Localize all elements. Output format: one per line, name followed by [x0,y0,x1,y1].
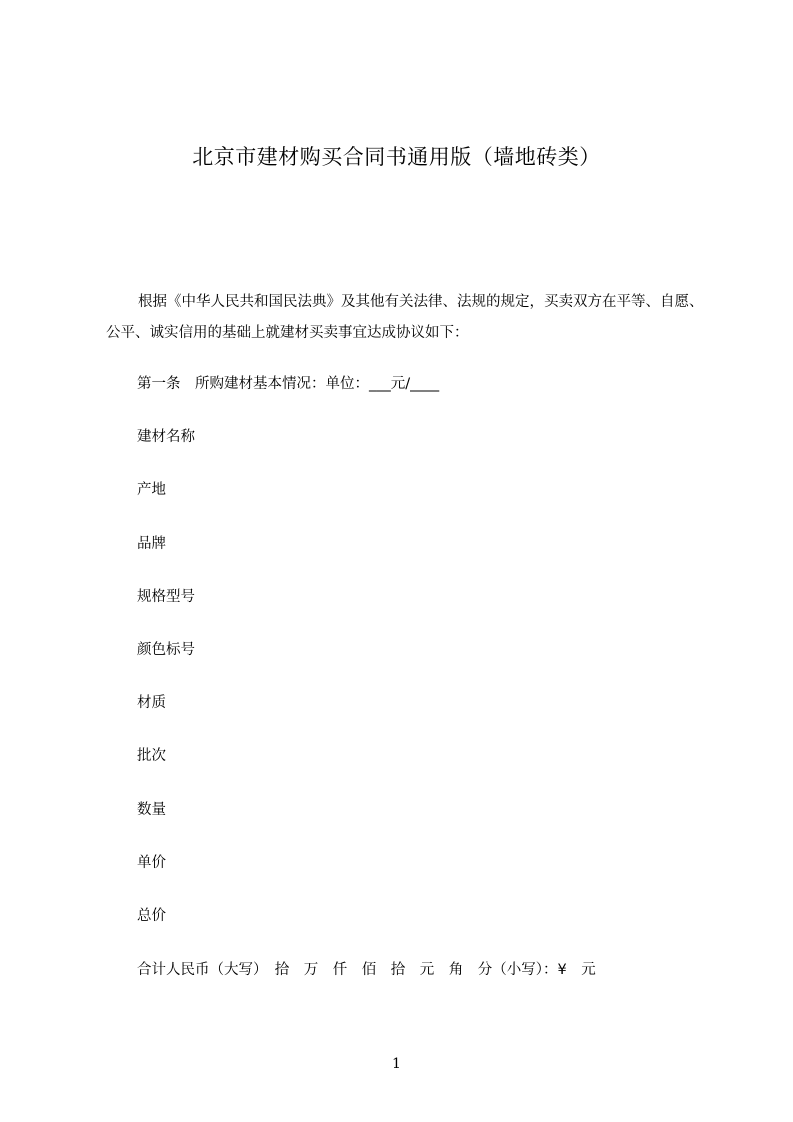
field-model: 规格型号 [137,589,195,605]
intro-paragraph: 根据《中华人民共和国民法典》及其他有关法律、法规的规定，买卖双方在平等、自愿、公平、诚实信用的基础上就建材买卖事宜达成协议如下： [106,294,704,341]
field-material-name: 建材名称 [137,429,195,445]
field-quantity: 数量 [137,802,166,818]
field-material: 材质 [137,695,166,711]
total-amount-line: 合计人民币（大写） 拾 万 仟 佰 拾 元 角 分（小写）：¥ 元 [137,962,596,978]
document-title: 北京市建材购买合同书通用版（墙地砖类） [192,145,601,169]
field-unit-price: 单价 [137,855,166,871]
page-number: 1 [392,1056,401,1072]
field-brand: 品牌 [137,536,166,552]
field-origin: 产地 [137,482,166,498]
field-batch: 批次 [137,748,166,764]
article-1-heading: 第一条 所购建材基本情况：单位：___元/____ [137,376,440,392]
field-total-price: 总价 [137,908,166,924]
field-color: 颜色标号 [137,642,195,658]
